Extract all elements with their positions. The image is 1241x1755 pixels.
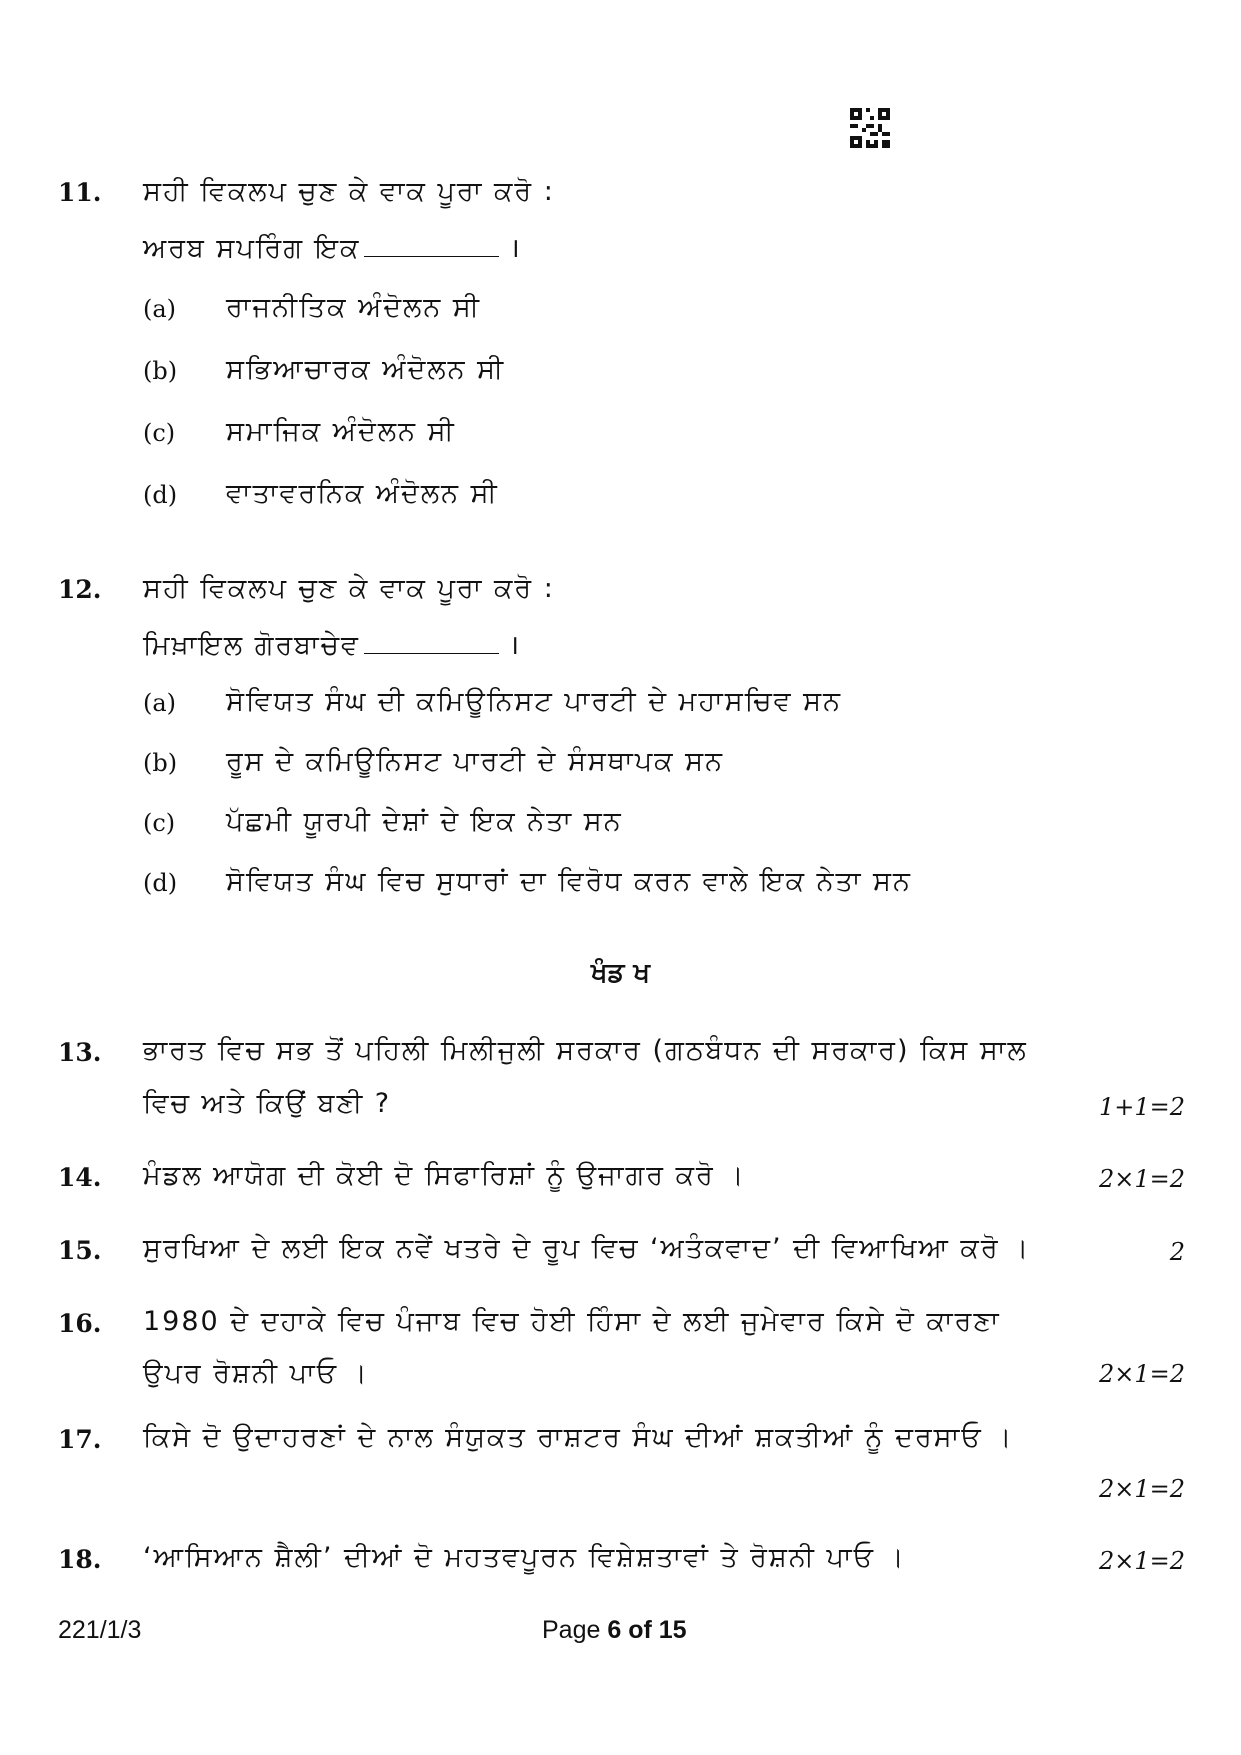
page-indicator: Page 6 of 15 (542, 1616, 687, 1644)
question-text-continued: ਵਿਚ ਅਤੇ ਕਿਉਂ ਬਣੀ ? (143, 1088, 392, 1119)
option-label: (c) (143, 809, 176, 837)
question-stem: ਸਹੀ ਵਿਕਲਪ ਚੁਣ ਕੇ ਵਾਕ ਪੂਰਾ ਕਰੋ : (143, 176, 555, 207)
question-text: ਭਾਰਤ ਵਿਚ ਸਭ ਤੋਂ ਪਹਿਲੀ ਮਿਲੀਜੁਲੀ ਸਰਕਾਰ (ਗਠਬੰਧਨ ਦੀ ਸਰਕਾਰ) ਕਿਸ ਸਾਲ (143, 1035, 1028, 1066)
question-text: ਕਿਸੇ ਦੋ ਉਦਾਹਰਣਾਂ ਦੇ ਨਾਲ ਸੰਯੁਕਤ ਰਾਸ਼ਟਰ ਸੰਘ ਦੀਆਂ ਸ਼ਕਤੀਆਂ ਨੂੰ ਦਰਸਾਓ । (143, 1422, 1014, 1453)
option-label: (a) (143, 689, 177, 717)
question-text-continued: ਉਪਰ ਰੋਸ਼ਨੀ ਪਾਓ । (143, 1358, 369, 1389)
question-marks: 2 (1169, 1238, 1185, 1266)
section-heading: ਖੰਡ ਖ (591, 958, 650, 988)
option-label: (b) (143, 357, 178, 385)
option-label: (d) (143, 481, 178, 509)
question-text: 1980 ਦੇ ਦਹਾਕੇ ਵਿਚ ਪੰਜਾਬ ਵਿਚ ਹੋਈ ਹਿੰਸਾ ਦੇ ਲਈ ਜੁਮੇਵਾਰ ਕਿਸੇ ਦੋ ਕਾਰਣਾ (143, 1306, 1001, 1337)
answer-blank (364, 631, 499, 654)
question-marks: 2×1=2 (1098, 1165, 1185, 1193)
question-prompt: ਅਰਬ ਸਪਰਿੰਗ ਇਕ । (143, 233, 522, 264)
question-stem: ਸਹੀ ਵਿਕਲਪ ਚੁਣ ਕੇ ਵਾਕ ਪੂਰਾ ਕਰੋ : (143, 573, 555, 604)
option-label: (a) (143, 295, 177, 323)
question-text: ਮੰਡਲ ਆਯੋਗ ਦੀ ਕੋਈ ਦੋ ਸਿਫਾਰਿਸ਼ਾਂ ਨੂੰ ਉਜਾਗਰ ਕਰੋ । (143, 1160, 746, 1191)
paper-code: 221/1/3 (58, 1616, 142, 1644)
answer-blank (364, 234, 499, 257)
question-number: 16. (58, 1309, 102, 1338)
question-number: 15. (58, 1236, 102, 1265)
option-label: (c) (143, 419, 176, 447)
option-text: ਪੱਛਮੀ ਯੂਰਪੀ ਦੇਸ਼ਾਂ ਦੇ ਇਕ ਨੇਤਾ ਸਨ (226, 806, 623, 837)
option-text: ਰੂਸ ਦੇ ਕਮਿਊਨਿਸਟ ਪਾਰਟੀ ਦੇ ਸੰਸਥਾਪਕ ਸਨ (226, 746, 725, 777)
question-number: 18. (58, 1545, 102, 1574)
option-label: (d) (143, 869, 178, 897)
question-number: 17. (58, 1425, 102, 1454)
option-label: (b) (143, 749, 178, 777)
question-number: 13. (58, 1038, 102, 1067)
question-text: ‘ਆਸਿਆਨ ਸ਼ੈਲੀ’ ਦੀਆਂ ਦੋ ਮਹਤਵਪੂਰਨ ਵਿਸ਼ੇਸ਼ਤਾਵਾਂ ਤੇ ਰੋਸ਼ਨੀ ਪਾਓ । (143, 1542, 906, 1573)
option-text: ਸਭਿਆਚਾਰਕ ਅੰਦੋਲਨ ਸੀ (226, 354, 506, 385)
question-number: 12. (58, 575, 102, 604)
question-text: ਸੁਰਖਿਆ ਦੇ ਲਈ ਇਕ ਨਵੇਂ ਖਤਰੇ ਦੇ ਰੂਪ ਵਿਚ ‘ਅਤੰਕਵਾਦ’ ਦੀ ਵਿਆਖਿਆ ਕਰੋ । (143, 1233, 1031, 1264)
question-marks: 1+1=2 (1098, 1093, 1185, 1121)
option-text: ਸੋਵਿਯਤ ਸੰਘ ਵਿਚ ਸੁਧਾਰਾਂ ਦਾ ਵਿਰੋਧ ਕਰਨ ਵਾਲੇ ਇਕ ਨੇਤਾ ਸਨ (226, 866, 912, 897)
option-text: ਵਾਤਾਵਰਨਿਕ ਅੰਦੋਲਨ ਸੀ (226, 478, 499, 509)
option-text: ਸਮਾਜਿਕ ਅੰਦੋਲਨ ਸੀ (226, 416, 456, 447)
question-prompt: ਮਿਖ਼ਾਇਲ ਗੋਰਬਾਚੇਵ । (143, 630, 522, 661)
question-number: 11. (58, 178, 102, 207)
question-marks: 2×1=2 (1098, 1360, 1185, 1388)
question-number: 14. (58, 1163, 102, 1192)
option-text: ਸੋਵਿਯਤ ਸੰਘ ਦੀ ਕਮਿਊਨਿਸਟ ਪਾਰਟੀ ਦੇ ਮਹਾਸਚਿਵ ਸਨ (226, 686, 842, 717)
question-marks: 2×1=2 (1098, 1475, 1185, 1503)
option-text: ਰਾਜਨੀਤਿਕ ਅੰਦੋਲਨ ਸੀ (226, 292, 481, 323)
qr-code-icon (850, 108, 890, 148)
question-marks: 2×1=2 (1098, 1547, 1185, 1575)
